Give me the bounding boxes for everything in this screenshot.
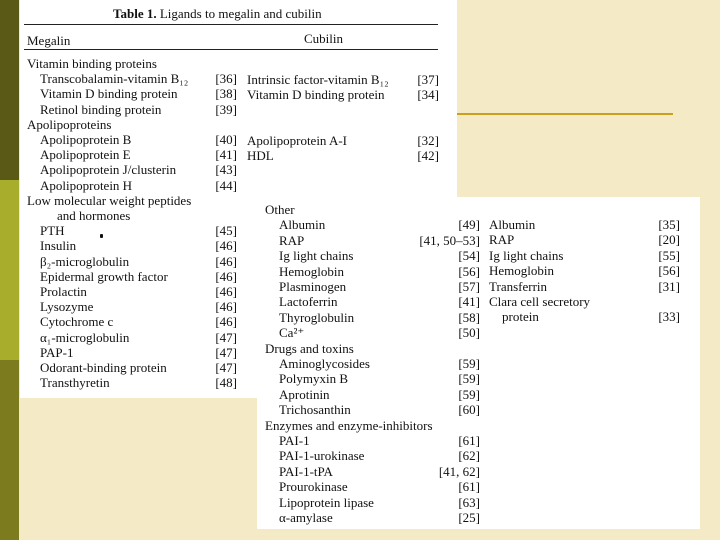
ligand-reference: [54] — [458, 248, 480, 264]
ligand-name: Enzymes and enzyme-inhibitors — [265, 417, 433, 433]
ligand-name: Odorant-binding protein — [40, 360, 167, 375]
ligand-reference: [45] — [215, 223, 237, 239]
ligand-reference: [36] — [215, 71, 237, 87]
cubilin-ligand-reference: [32] — [417, 133, 439, 148]
ligand-name: Ca²⁺ — [279, 325, 305, 341]
ligand-name: RAP — [279, 232, 305, 248]
ligand-reference: [62] — [458, 448, 480, 464]
ligand-name: Clara cell secretory — [489, 294, 591, 309]
ligand-reference: [31] — [658, 278, 680, 294]
table-caption — [113, 6, 322, 21]
ligand-name: PAI-1 — [279, 433, 310, 448]
ligand-name: Hemoglobin — [279, 263, 344, 279]
ligand-reference: [48] — [215, 375, 237, 391]
ligand-reference: [46] — [215, 284, 237, 299]
left-stripe-middle — [0, 180, 19, 360]
ligand-name: Hemoglobin — [489, 263, 554, 279]
ligand-name: Apolipoprotein J/clusterin — [40, 162, 177, 178]
cubilin-ligand-name: HDL — [247, 148, 274, 163]
ligand-reference: [40] — [215, 132, 237, 147]
ligand-reference: [46] — [215, 253, 237, 269]
table-image-right — [257, 197, 700, 529]
ligand-name: Lysozyme — [40, 299, 94, 315]
ligand-reference: [46] — [215, 299, 237, 315]
ligand-reference: [57] — [458, 279, 480, 294]
column-header-cubilin: Cubilin — [304, 31, 344, 46]
ligand-name: Cytochrome c — [40, 314, 114, 330]
ligand-name: Apolipoproteins — [27, 116, 112, 132]
ligand-name: Apolipoprotein B — [40, 132, 132, 147]
ligand-name: Aprotinin — [279, 386, 330, 402]
ligand-reference: [41] — [458, 294, 480, 310]
ligand-name: Other — [265, 202, 295, 217]
ligand-name: Albumin — [489, 217, 536, 232]
column-header-megalin: Megalin — [27, 33, 71, 48]
ligand-reference: [46] — [215, 268, 237, 284]
ligand-name: Ig light chains — [489, 247, 564, 263]
ligand-name: Epidermal growth factor — [40, 268, 168, 284]
left-stripe-bottom — [0, 360, 19, 540]
ligand-name: RAP — [489, 232, 515, 248]
ligand-name: Thyroglobulin — [279, 309, 355, 325]
left-stripe-top — [0, 0, 19, 180]
ligand-reference: [55] — [658, 247, 680, 263]
ligand-reference: [59] — [458, 356, 480, 371]
ligand-name: Vitamin D binding protein — [40, 86, 178, 102]
ligand-reference: [38] — [215, 86, 237, 102]
ligand-name: Lactoferrin — [279, 294, 338, 310]
ligand-name: Transferrin — [489, 278, 548, 294]
slide-accent-line — [455, 113, 673, 115]
ligand-name: α-amylase — [279, 510, 333, 525]
ligand-reference: [50] — [458, 325, 480, 341]
ligand-reference: [46] — [215, 238, 237, 254]
ligand-name: Polymyxin B — [279, 371, 348, 387]
ligand-name: Albumin — [279, 217, 326, 233]
ligand-reference: [60] — [458, 402, 480, 418]
ligand-name: Insulin — [40, 238, 77, 254]
ligand-reference: [56] — [658, 263, 680, 279]
ligand-reference: [61] — [458, 433, 480, 448]
ligand-name: β₂-microglobulin — [40, 253, 130, 269]
ligand-name: Transcobalamin-vitamin B₁₂ — [40, 71, 189, 87]
ligand-reference: [25] — [458, 510, 480, 525]
cubilin-ligand-name: Vitamin D binding protein — [247, 87, 385, 102]
table-label: Table 1. — [113, 6, 157, 21]
cubilin-ligand-name: Apolipoprotein A-I — [247, 133, 348, 148]
ligand-reference: [41, 50–53] — [419, 232, 480, 248]
ligand-name: Low molecular weight peptides — [27, 192, 192, 208]
ligand-name: Apolipoprotein E — [40, 147, 131, 163]
cubilin-ligand-reference: [37] — [417, 72, 439, 87]
ligand-reference: [61] — [458, 479, 480, 495]
ligand-reference: [47] — [215, 344, 237, 360]
ligand-name: and hormones — [57, 208, 131, 223]
ligand-name: PAI-1-urokinase — [279, 448, 365, 464]
ligand-reference: [41] — [215, 147, 237, 163]
ligand-name: Retinol binding protein — [40, 101, 162, 117]
ligand-name: Ig light chains — [279, 248, 354, 264]
ligand-name: Aminoglycosides — [279, 356, 370, 371]
ligand-name: protein — [502, 309, 539, 325]
ligand-name: Prolactin — [40, 284, 87, 299]
ligand-name: PAI-1-tPA — [279, 463, 333, 479]
cubilin-ligand-name: Intrinsic factor-vitamin B₁₂ — [247, 72, 389, 87]
header-rule — [24, 49, 438, 50]
ligand-reference: [47] — [215, 360, 237, 375]
ligand-name: Lipoprotein lipase — [279, 494, 374, 510]
ligand-reference: [46] — [215, 314, 237, 330]
ligand-reference: [39] — [215, 101, 237, 117]
ligand-reference: [33] — [658, 309, 680, 325]
ligand-name: Plasminogen — [279, 279, 347, 294]
stray-mark — [100, 234, 103, 238]
ligand-name: Trichosanthin — [279, 402, 351, 418]
ligand-name: Vitamin binding proteins — [27, 56, 157, 71]
cubilin-ligand-reference: [34] — [417, 87, 439, 102]
ligand-name: PTH — [40, 223, 65, 239]
ligand-reference: [43] — [215, 162, 237, 178]
ligand-reference: [44] — [215, 177, 237, 193]
cubilin-ligand-reference: [42] — [417, 148, 439, 163]
ligand-reference: [59] — [458, 371, 480, 387]
ligand-reference: [20] — [658, 232, 680, 248]
ligand-reference: [63] — [458, 494, 480, 510]
ligand-name: α₁-microglobulin — [40, 329, 130, 345]
table-title: Ligands to megalin and cubilin — [159, 6, 322, 21]
ligand-name: Prourokinase — [279, 479, 348, 495]
ligand-name: Apolipoprotein H — [40, 177, 133, 193]
ligand-reference: [41, 62] — [438, 463, 480, 479]
ligand-reference: [49] — [458, 217, 480, 233]
ligand-name: Drugs and toxins — [265, 340, 354, 356]
ligand-name: PAP-1 — [40, 344, 74, 360]
ligand-reference: [56] — [458, 263, 480, 279]
ligand-name: Transthyretin — [40, 375, 110, 391]
ligand-reference: [47] — [215, 329, 237, 345]
ligand-reference: [35] — [658, 217, 680, 232]
ligand-reference: [58] — [458, 309, 480, 325]
ligand-reference: [59] — [458, 386, 480, 402]
top-rule — [24, 24, 438, 25]
